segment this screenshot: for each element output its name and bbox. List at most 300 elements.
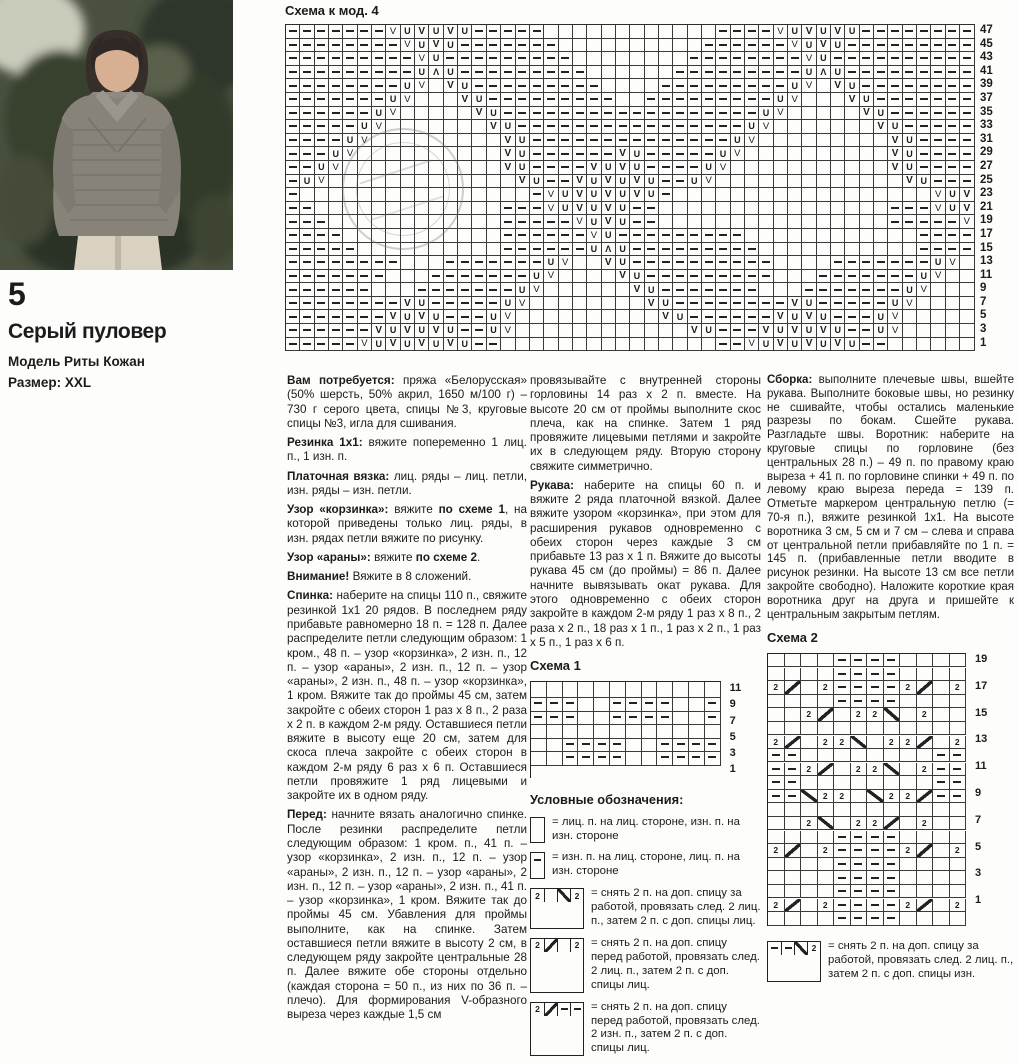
chart-cell bbox=[702, 297, 716, 311]
chart-cell: V bbox=[401, 297, 415, 311]
chart-cell bbox=[458, 229, 472, 243]
chart-cell bbox=[867, 803, 884, 816]
chart-cell: 2 bbox=[801, 763, 818, 776]
chart-cell bbox=[917, 338, 931, 352]
chart-cell bbox=[874, 161, 888, 175]
chart-cell bbox=[544, 338, 558, 352]
chart-cell bbox=[818, 831, 835, 844]
chart-cell bbox=[874, 256, 888, 270]
chart-cell: U bbox=[917, 175, 931, 189]
chart-cell bbox=[917, 134, 931, 148]
chart-cell: U bbox=[501, 297, 515, 311]
chart-cell bbox=[602, 52, 616, 66]
chart-cell bbox=[900, 722, 917, 735]
chart-cell bbox=[860, 188, 874, 202]
legend-text: = лиц. п. на лиц. стороне, изн. п. на изн. стороне bbox=[552, 815, 740, 842]
chart-cell bbox=[616, 120, 630, 134]
chart-cell: V bbox=[372, 120, 386, 134]
chart-cell: 2 bbox=[851, 817, 868, 830]
chart-cell bbox=[788, 256, 802, 270]
chart-cell bbox=[931, 79, 945, 93]
chart-cell: U bbox=[788, 25, 802, 39]
chart-row-label: 11 bbox=[975, 760, 987, 773]
chart-cell bbox=[900, 668, 917, 681]
chart-cell bbox=[768, 722, 785, 735]
chart-cell bbox=[867, 885, 884, 898]
chart-cell bbox=[950, 722, 967, 735]
legend-item bbox=[767, 940, 1014, 982]
chart-cell: U bbox=[458, 79, 472, 93]
chart-cell bbox=[429, 120, 443, 134]
chart-cell bbox=[903, 52, 917, 66]
chart-cell bbox=[329, 134, 343, 148]
chart-cell bbox=[602, 134, 616, 148]
chart-cell: U bbox=[487, 324, 501, 338]
chart-cell bbox=[516, 52, 530, 66]
chart-cell bbox=[860, 39, 874, 53]
chart-cell bbox=[688, 25, 702, 39]
chart-cell bbox=[673, 243, 687, 257]
chart-cell bbox=[673, 175, 687, 189]
chart-cell bbox=[616, 52, 630, 66]
chart-cell bbox=[444, 107, 458, 121]
legend-symbol bbox=[530, 1002, 584, 1057]
chart-cell bbox=[415, 270, 429, 284]
chart-cell bbox=[673, 324, 687, 338]
paragraph: Спинка: наберите на спицы 110 п., свяжите резинкой 1х1 20 рядов. В последнем ряду прибавьте равномерно 18 п. = 128 п. Далее распределите петли следующим образом: 1 кром., 48 п. – узор «корзинка», 2 изн. п., 12 п. – узор «араны», 2 изн. п., 12 п. – узор «араны», 2 изн. п., 48 п. – узор «корзинка», 1 кром. Вяжите так до проймы 45 см, затем закройте с обеих сторон 1 раз х 8 п., 2 раза х 2 п. в каждом 2-м ряду. Оставшиеся петли вяжите в высоту еще 20 см, затем для скоса плеча закройте с обеих сторон в каждом 2-м ряду 6 раз х 6 п. Оставшиеся петли провяжите 1 ряд лицевыми и закройте их в одном ряду. bbox=[287, 589, 528, 803]
chart-cell bbox=[530, 66, 544, 80]
chart-row bbox=[768, 763, 966, 777]
chart-cell bbox=[768, 668, 785, 681]
chart-cell bbox=[702, 66, 716, 80]
paragraph: Внимание! Вяжите в 8 сложений. bbox=[287, 570, 472, 584]
chart-cell bbox=[300, 310, 314, 324]
chart-cell bbox=[917, 722, 934, 735]
chart-cell bbox=[358, 243, 372, 257]
chart-cell bbox=[501, 25, 515, 39]
chart-cell bbox=[358, 256, 372, 270]
chart-row bbox=[286, 188, 975, 202]
chart-cell bbox=[659, 39, 673, 53]
chart-cell bbox=[900, 885, 917, 898]
chart-cell bbox=[759, 310, 773, 324]
chart-cell bbox=[933, 817, 950, 830]
chart-cell bbox=[917, 243, 931, 257]
chart-cell bbox=[501, 66, 515, 80]
chart-cell bbox=[931, 25, 945, 39]
chart-cell bbox=[874, 270, 888, 284]
chart-cell bbox=[329, 93, 343, 107]
chart-cell bbox=[645, 229, 659, 243]
chart-cell bbox=[315, 52, 329, 66]
chart-cell bbox=[716, 66, 730, 80]
chart-cell: U bbox=[401, 338, 415, 352]
chart-row-label: 5 bbox=[975, 840, 982, 853]
chart-cell bbox=[946, 39, 960, 53]
chart-cell bbox=[429, 134, 443, 148]
chart-cell bbox=[801, 831, 818, 844]
chart-cell bbox=[300, 256, 314, 270]
chart-cell bbox=[386, 147, 400, 161]
chart-cell: 2 bbox=[818, 899, 835, 912]
chart-cell bbox=[831, 297, 845, 311]
chart-cell: U bbox=[415, 39, 429, 53]
chart-cell bbox=[458, 39, 472, 53]
chart-cell: 2 bbox=[834, 736, 851, 749]
schema2-grid bbox=[767, 653, 966, 926]
chart-cell bbox=[802, 229, 816, 243]
chart-cell bbox=[745, 66, 759, 80]
chart-cell bbox=[731, 120, 745, 134]
chart-cell bbox=[917, 324, 931, 338]
chart-cell bbox=[759, 161, 773, 175]
chart-cell bbox=[616, 25, 630, 39]
chart-cell: V bbox=[802, 338, 816, 352]
chart-cell bbox=[903, 270, 917, 284]
chart-cell bbox=[573, 270, 587, 284]
chart-cell bbox=[801, 899, 818, 912]
chart-cell bbox=[874, 134, 888, 148]
chart-cell bbox=[587, 324, 601, 338]
chart-cell bbox=[933, 871, 950, 884]
chart-cell bbox=[745, 324, 759, 338]
chart-cell bbox=[487, 256, 501, 270]
chart-row-label bbox=[975, 693, 987, 706]
chart-cell bbox=[888, 93, 902, 107]
chart-cell bbox=[960, 79, 974, 93]
chart-cell bbox=[785, 722, 802, 735]
chart-cell bbox=[818, 749, 835, 762]
chart-cell: 2 bbox=[801, 817, 818, 830]
chart-cell bbox=[933, 776, 950, 789]
chart-cell bbox=[458, 310, 472, 324]
chart-cell: U bbox=[329, 147, 343, 161]
chart-row-label: 41 bbox=[980, 64, 993, 77]
chart-cell bbox=[788, 147, 802, 161]
chart-cell bbox=[785, 885, 802, 898]
chart-cell bbox=[802, 202, 816, 216]
chart-cell bbox=[874, 283, 888, 297]
chart-cell bbox=[645, 134, 659, 148]
chart-cell bbox=[950, 790, 967, 803]
chart-cell: V bbox=[960, 188, 974, 202]
paragraph: Платочная вязка: лиц. ряды – лиц. петли, изн. ряды – изн. петли. bbox=[287, 469, 527, 497]
chart-cell bbox=[401, 229, 415, 243]
chart-cell bbox=[759, 79, 773, 93]
chart-cell bbox=[630, 107, 644, 121]
chart-cell bbox=[834, 654, 851, 667]
chart-cell: V bbox=[358, 338, 372, 352]
chart-cell bbox=[444, 188, 458, 202]
chart-cell: U bbox=[429, 310, 443, 324]
chart-cell bbox=[716, 270, 730, 284]
chart-cell bbox=[630, 39, 644, 53]
chart-cell bbox=[802, 175, 816, 189]
chart-row-label: 23 bbox=[980, 187, 993, 200]
chart-cell bbox=[785, 790, 802, 803]
chart-cell bbox=[917, 871, 934, 884]
chart-cell bbox=[401, 66, 415, 80]
chart-cell bbox=[903, 256, 917, 270]
chart-cell bbox=[645, 215, 659, 229]
chart-cell: V bbox=[501, 147, 515, 161]
chart-cell bbox=[946, 120, 960, 134]
chart-cell bbox=[900, 708, 917, 721]
chart-cell bbox=[286, 120, 300, 134]
chart-cell: 2 bbox=[900, 790, 917, 803]
chart-cell bbox=[659, 120, 673, 134]
chart-cell bbox=[659, 215, 673, 229]
chart-cell bbox=[516, 107, 530, 121]
chart-cell bbox=[946, 297, 960, 311]
chart-cell bbox=[688, 297, 702, 311]
chart-cell bbox=[785, 844, 802, 857]
chart-cell bbox=[867, 736, 884, 749]
chart-cell bbox=[688, 338, 702, 352]
chart-cell bbox=[415, 161, 429, 175]
chart-cell bbox=[472, 188, 486, 202]
chart-cell bbox=[867, 668, 884, 681]
chart-cell bbox=[516, 120, 530, 134]
chart-cell bbox=[501, 215, 515, 229]
chart-cell bbox=[372, 283, 386, 297]
chart-row bbox=[768, 899, 966, 913]
chart-cell bbox=[616, 310, 630, 324]
chart-cell bbox=[874, 243, 888, 257]
chart-cell bbox=[630, 202, 644, 216]
chart-row bbox=[286, 243, 975, 257]
chart-row bbox=[768, 912, 966, 926]
chart-cell bbox=[688, 93, 702, 107]
chart-cell bbox=[702, 270, 716, 284]
chart-cell bbox=[401, 147, 415, 161]
chart-cell bbox=[587, 66, 601, 80]
chart-cell bbox=[933, 899, 950, 912]
chart-cell bbox=[530, 324, 544, 338]
chart-cell bbox=[860, 310, 874, 324]
chart-row bbox=[768, 695, 966, 709]
chart-cell: V bbox=[917, 283, 931, 297]
chart-cell bbox=[688, 243, 702, 257]
chart-cell bbox=[329, 79, 343, 93]
chart-cell bbox=[415, 283, 429, 297]
legend-symbol-cell: 2 bbox=[807, 942, 820, 955]
chart-cell bbox=[329, 229, 343, 243]
chart-cell bbox=[343, 202, 357, 216]
chart-cell bbox=[573, 310, 587, 324]
chart-cell bbox=[817, 120, 831, 134]
chart-cell: 2 bbox=[818, 681, 835, 694]
chart-cell bbox=[834, 803, 851, 816]
chart-cell bbox=[768, 763, 785, 776]
chart-cell bbox=[472, 161, 486, 175]
chart-cell bbox=[372, 188, 386, 202]
chart-cell: Λ bbox=[817, 66, 831, 80]
chart-cell bbox=[745, 147, 759, 161]
chart-cell bbox=[559, 270, 573, 284]
chart-cell bbox=[587, 134, 601, 148]
chart-cell bbox=[559, 107, 573, 121]
chart-cell bbox=[401, 175, 415, 189]
chart-cell bbox=[444, 161, 458, 175]
chart-cell bbox=[845, 229, 859, 243]
chart-row-label: 1 bbox=[729, 763, 736, 776]
chart-cell bbox=[444, 202, 458, 216]
chart-cell bbox=[688, 39, 702, 53]
chart-cell: U bbox=[530, 175, 544, 189]
schema1-block bbox=[530, 681, 761, 778]
chart-cell bbox=[458, 243, 472, 257]
chart-cell bbox=[645, 52, 659, 66]
chart-cell bbox=[884, 776, 901, 789]
chart-cell bbox=[458, 283, 472, 297]
chart-cell bbox=[785, 803, 802, 816]
chart-cell bbox=[851, 668, 868, 681]
chart-cell bbox=[444, 283, 458, 297]
chart-cell bbox=[645, 25, 659, 39]
chart-cell bbox=[716, 338, 730, 352]
chart-cell bbox=[917, 107, 931, 121]
chart-cell bbox=[444, 134, 458, 148]
chart-cell bbox=[851, 790, 868, 803]
chart-cell bbox=[917, 188, 931, 202]
chart-cell bbox=[759, 215, 773, 229]
chart-cell bbox=[884, 749, 901, 762]
chart-cell bbox=[688, 215, 702, 229]
chart-cell: 2 bbox=[950, 681, 967, 694]
chart-cell bbox=[860, 147, 874, 161]
chart-cell bbox=[343, 175, 357, 189]
chart-cell bbox=[415, 107, 429, 121]
chart-cell bbox=[960, 161, 974, 175]
chart-cell bbox=[602, 107, 616, 121]
chart-cell bbox=[817, 229, 831, 243]
chart-cell bbox=[587, 52, 601, 66]
chart-cell bbox=[802, 134, 816, 148]
chart-cell bbox=[472, 256, 486, 270]
chart-cell bbox=[745, 202, 759, 216]
chart-cell bbox=[801, 790, 818, 803]
chart-cell bbox=[544, 147, 558, 161]
chart-cell bbox=[472, 79, 486, 93]
chart-cell: 2 bbox=[867, 817, 884, 830]
chart-cell bbox=[487, 283, 501, 297]
chart-cell bbox=[931, 107, 945, 121]
chart-cell bbox=[745, 161, 759, 175]
chart-cell bbox=[429, 297, 443, 311]
chart-cell bbox=[903, 243, 917, 257]
chart-cell bbox=[315, 310, 329, 324]
chart-cell: U bbox=[731, 134, 745, 148]
column-3-paragraphs bbox=[767, 374, 1014, 622]
chart-cell bbox=[343, 120, 357, 134]
chart-cell bbox=[759, 134, 773, 148]
chart-cell bbox=[688, 161, 702, 175]
chart-cell bbox=[315, 79, 329, 93]
chart-cell bbox=[587, 93, 601, 107]
chart-cell bbox=[401, 256, 415, 270]
chart-row bbox=[768, 749, 966, 763]
chart-cell bbox=[573, 147, 587, 161]
chart-row bbox=[286, 338, 975, 352]
chart-row-label: 45 bbox=[980, 37, 993, 50]
chart-cell bbox=[874, 297, 888, 311]
chart-cell bbox=[300, 324, 314, 338]
legend-item bbox=[530, 851, 761, 879]
chart-cell bbox=[673, 79, 687, 93]
chart-cell bbox=[731, 215, 745, 229]
chart-cell bbox=[300, 338, 314, 352]
chart-cell bbox=[689, 750, 705, 766]
chart-cell bbox=[933, 722, 950, 735]
chart-row bbox=[286, 175, 975, 189]
chart-cell bbox=[559, 175, 573, 189]
chart-cell bbox=[702, 202, 716, 216]
chart-cell bbox=[659, 147, 673, 161]
chart-cell bbox=[731, 175, 745, 189]
chart-cell bbox=[559, 25, 573, 39]
chart-cell bbox=[487, 202, 501, 216]
chart-cell bbox=[602, 93, 616, 107]
chart-cell bbox=[286, 338, 300, 352]
chart-cell: V bbox=[415, 338, 429, 352]
chart-cell bbox=[487, 147, 501, 161]
chart-row-label: 11 bbox=[980, 268, 993, 281]
chart-cell bbox=[372, 310, 386, 324]
chart-row-label: 1 bbox=[980, 336, 987, 349]
chart-cell bbox=[884, 722, 901, 735]
chart-cell bbox=[329, 324, 343, 338]
chart-cell bbox=[487, 229, 501, 243]
chart-row bbox=[768, 885, 966, 899]
chart-row-label: 7 bbox=[980, 295, 987, 308]
chart-cell bbox=[673, 202, 687, 216]
chart-cell bbox=[788, 229, 802, 243]
chart-cell bbox=[917, 297, 931, 311]
chart-cell bbox=[386, 229, 400, 243]
chart-cell bbox=[759, 256, 773, 270]
chart-cell: V bbox=[386, 338, 400, 352]
paragraph: Рукава: наберите на спицы 60 п. и вяжите 2 ряда платочной вязкой. Далее вяжите узором «корзинка», при этом для расширения рукавов одновременно с обеих сторон через каждые 3 см прибавьте 13 раз х 1 п. Вяжите до высоты рукава 45 см (до проймы) = 86 п. Далее начните вывязывать окат рукава. Для этого одновременно с обеих сторон закройте в каждом 2-м ряду 1 раз х 8 п., 2 раза х 2 п., 18 раз х 1 п., 1 раз х 2 п., 1 раз х 5 п., 1 раз х 6 п. bbox=[530, 478, 761, 649]
chart-cell bbox=[884, 899, 901, 912]
chart-cell bbox=[774, 147, 788, 161]
chart-cell bbox=[616, 297, 630, 311]
chart-cell bbox=[594, 750, 610, 766]
chart-cell bbox=[401, 243, 415, 257]
chart-cell bbox=[903, 39, 917, 53]
chart-cell: V bbox=[888, 310, 902, 324]
chart-cell bbox=[530, 202, 544, 216]
chart-cell: V bbox=[759, 120, 773, 134]
chart-cell bbox=[602, 147, 616, 161]
chart-cell bbox=[946, 25, 960, 39]
chart-cell: U bbox=[817, 25, 831, 39]
chart-cell: U bbox=[315, 161, 329, 175]
chart-cell bbox=[851, 681, 868, 694]
chart-cell bbox=[659, 229, 673, 243]
legend-symbol-cell bbox=[544, 889, 557, 902]
chart-cell: U bbox=[630, 161, 644, 175]
main-chart-grid bbox=[285, 24, 975, 351]
chart-cell bbox=[834, 695, 851, 708]
chart-row bbox=[531, 736, 721, 750]
chart-cell: U bbox=[716, 147, 730, 161]
chart-cell bbox=[851, 912, 868, 925]
chart-cell bbox=[874, 338, 888, 352]
chart-cell bbox=[329, 215, 343, 229]
chart-cell bbox=[788, 188, 802, 202]
chart-cell bbox=[415, 256, 429, 270]
